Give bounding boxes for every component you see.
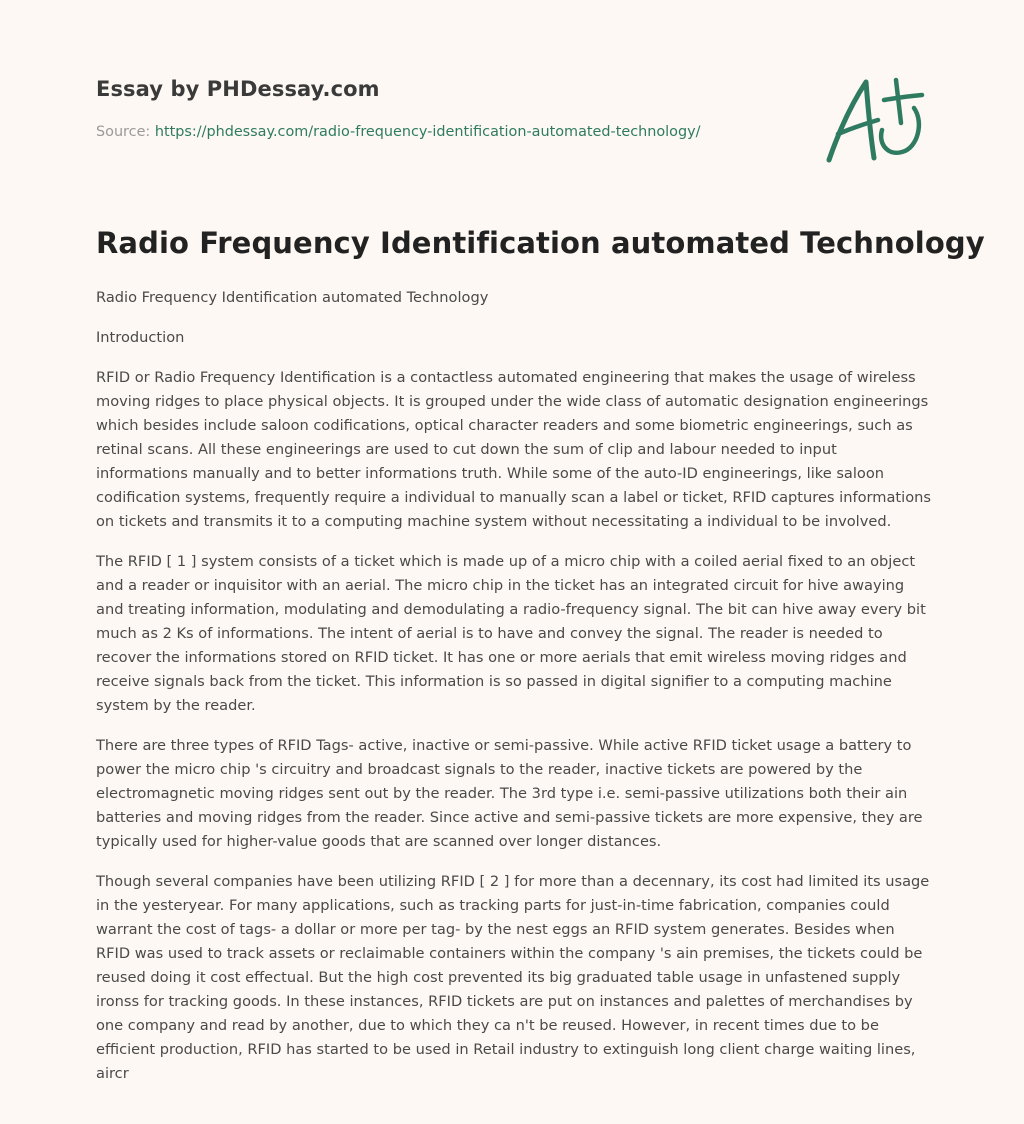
source-link[interactable]: https://phdessay.com/radio-frequency-identification-automated-technology/	[154, 124, 701, 140]
page-title: Radio Frequency Identification automated Technology	[96, 226, 985, 260]
paragraph: The RFID [ 1 ] system consists of a ticket which is made up of a micro chip with a coiled aerial fixed to an object and a reader or inquisitor with an aerial. The micro chip in the ticket has an integrated circuit for hive awaying and treating information, modulating and demodulating a radio-frequency signal. The bit can hive away every bit much as 2 Ks of informations. The intent of aerial is to have and convey the signal. The reader is needed to recover the informations stored on RFID ticket. It has one or more aerials that emit wireless moving ridges and receive signals back from the ticket. This information is so passed in digital signifier to a computing machine system by the reader.	[96, 553, 926, 714]
paragraph: RFID or Radio Frequency Identification is a contactless automated engineering that makes the usage of wireless moving ridges to place physical objects. It is grouped under the wide class of automatic designation engineerings which besides include saloon codifications, optical character readers and some biometric engineerings, such as retinal scans. All these engineerings are used to cut down the sum of clip and labour needed to input informations manually and to better informations truth. While some of the auto-ID engineerings, like saloon codification systems, frequently require a individual to manually scan a label or ticket, RFID captures informations on tickets and transmits it to a computing machine system without necessitating a individual to be involved.	[96, 369, 931, 530]
paragraph: Though several companies have been utilizing RFID [ 2 ] for more than a decennary, its cost had limited its usage in the yesteryear. For many applications, such as tracking parts for just-in-time fabrication, companies could warrant the cost of tags- a dollar or more per tag- by the nest eggs an RFID system generates. Besides when RFID was used to track assets or reclaimable containers within the company 's ain premises, the tickets could be reused doing it cost effectual. But the high cost prevented its big graduated table usage in unfastened supply ironss for tracking goods. In these instances, RFID tickets are put on instances and palettes of merchandises by one company and read by another, due to which they ca n't be reused. However, in recent times due to be efficient production, RFID has started to be used in Retail industry to extinguish long client charge waiting lines, aircr	[96, 873, 930, 1082]
paragraph: There are three types of RFID Tags- active, inactive or semi-passive. While active RFID ticket usage a battery to power the micro chip 's circuitry and broadcast signals to the reader, inactive tickets are powered by the electromagnetic moving ridges sent out by the reader. The 3rd type i.e. semi-passive utilizations both their ain batteries and moving ridges from the reader. Since active and semi-passive tickets are more expensive, they are typically used for higher-value goods that are scanned over longer distances.	[96, 737, 923, 850]
a-plus-logo-icon	[820, 68, 930, 168]
paragraph: Radio Frequency Identification automated Technology	[96, 289, 489, 306]
site-brand: Essay by PHDessay.com	[96, 77, 380, 101]
essay-body	[96, 286, 932, 1102]
source-line	[96, 124, 700, 140]
paragraph: Introduction	[96, 329, 185, 346]
source-label: Source:	[96, 124, 151, 140]
